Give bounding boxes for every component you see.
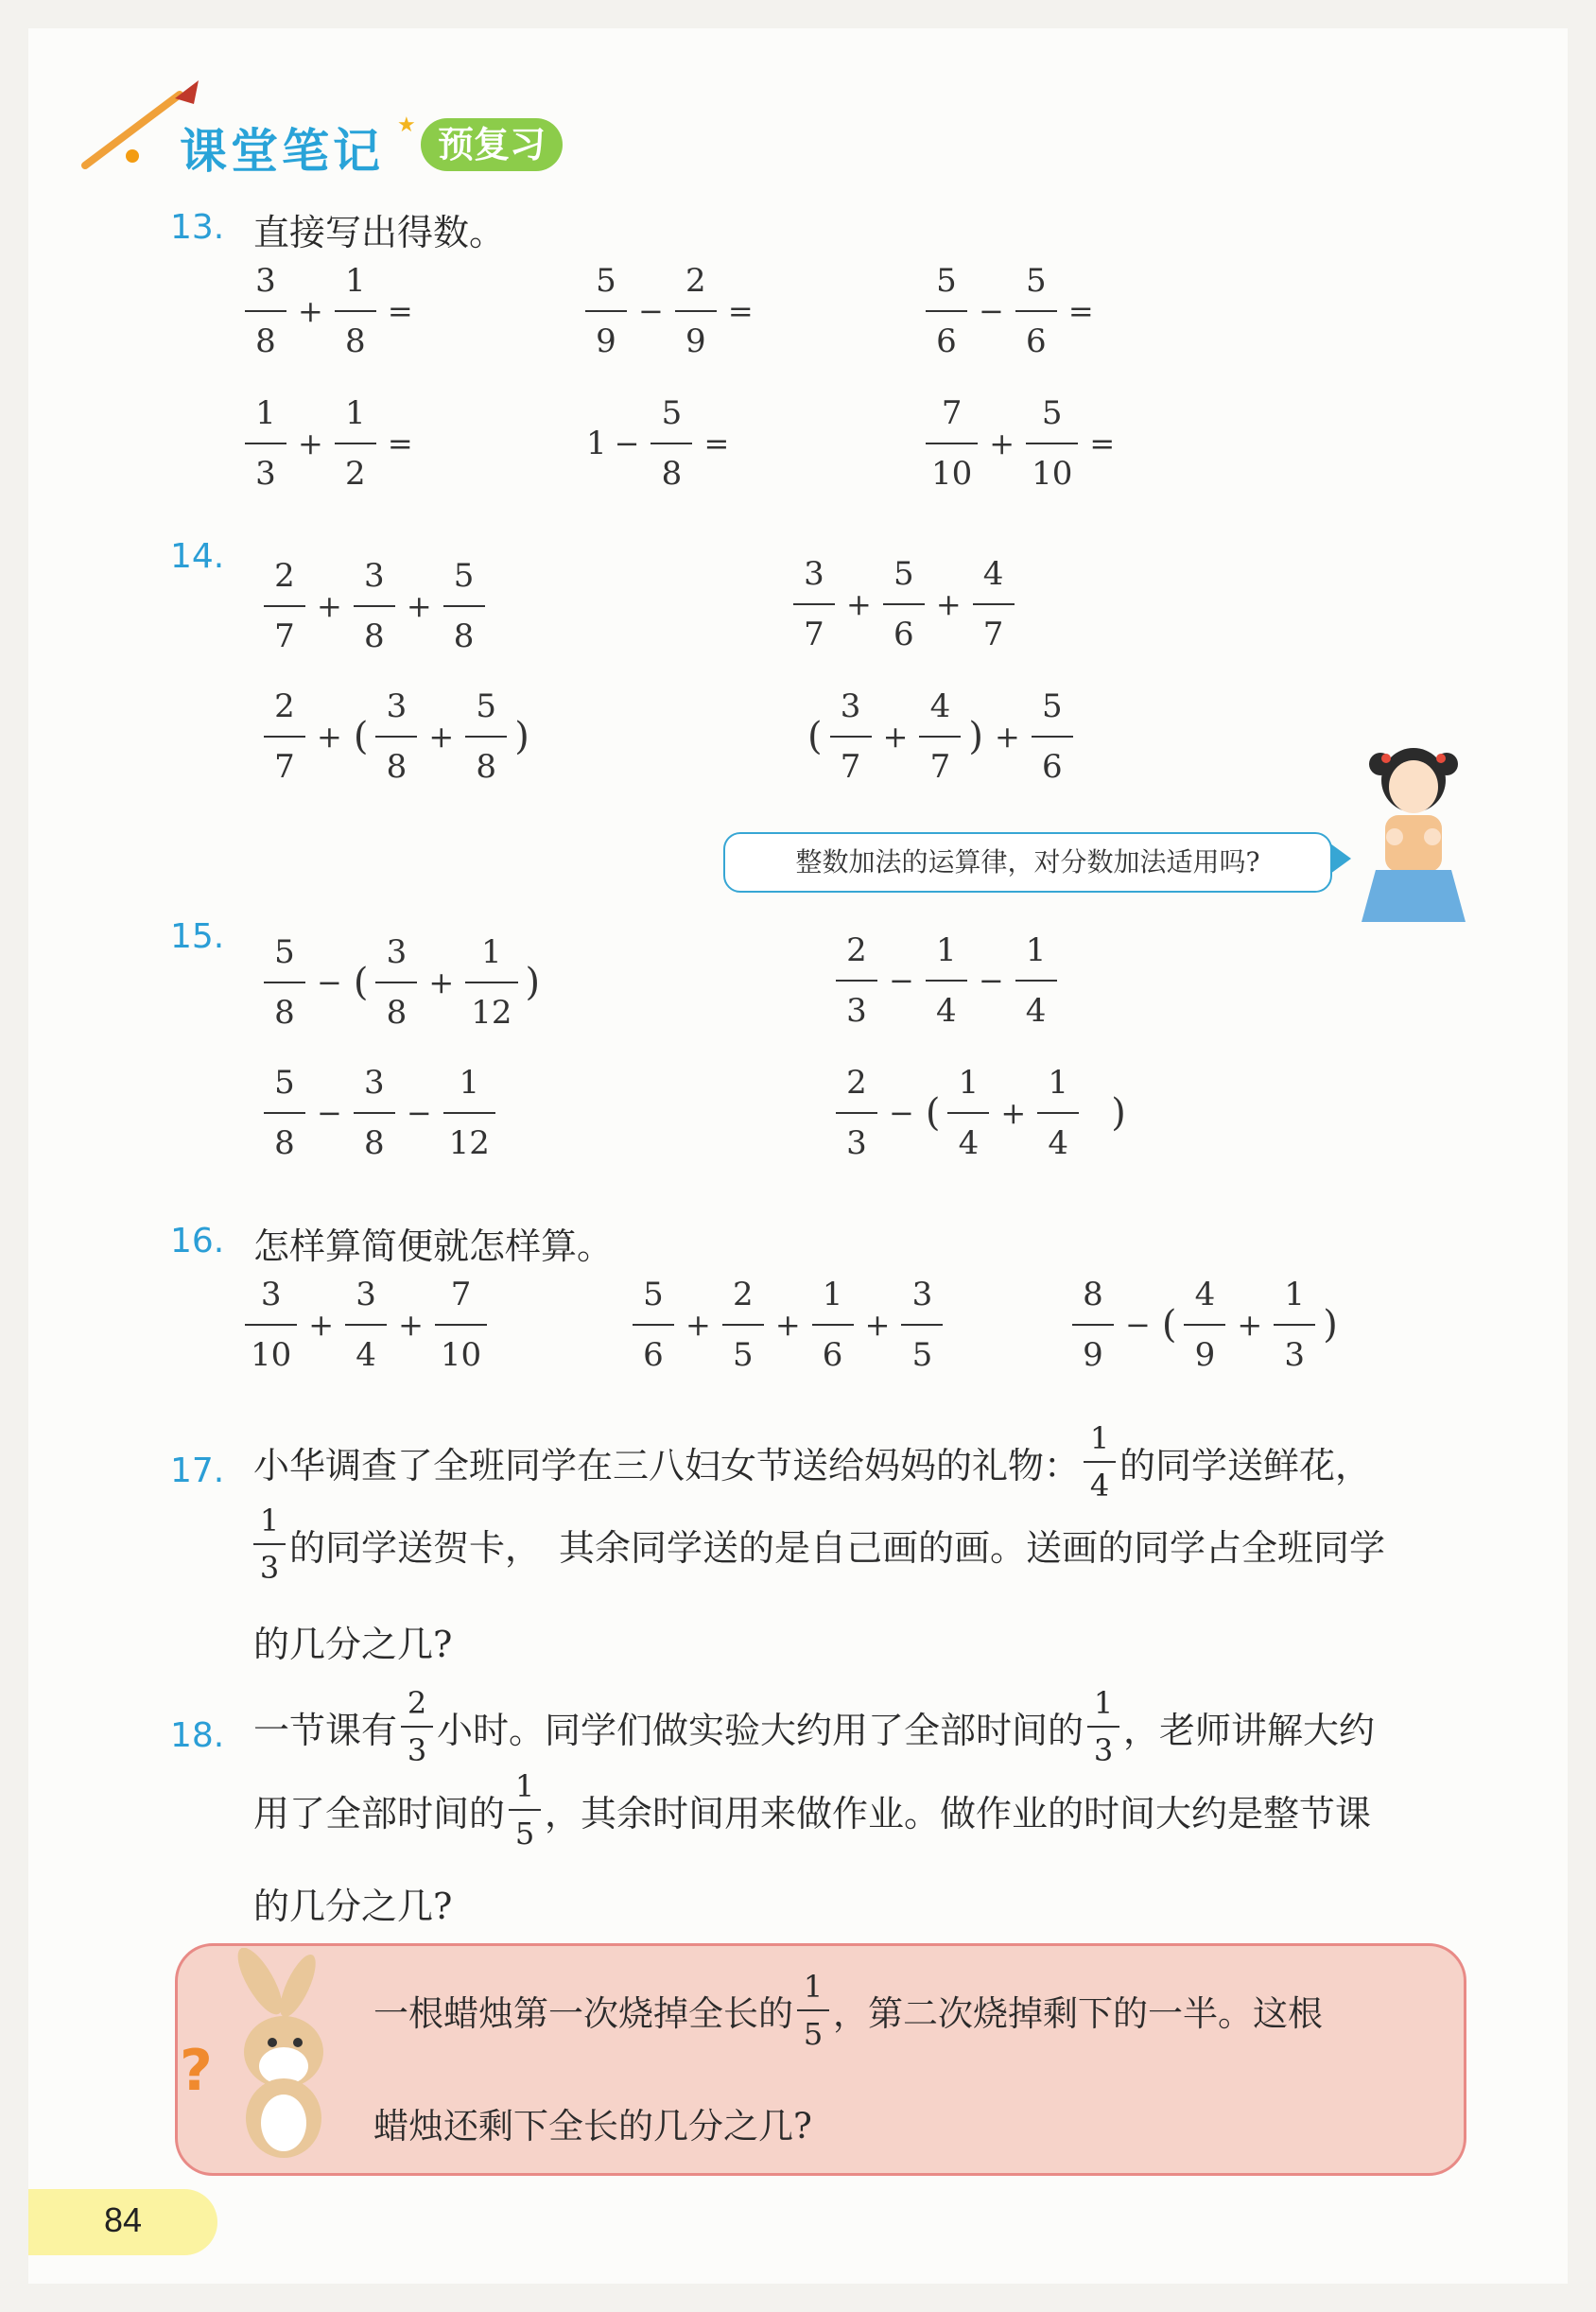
expression: $\frac{2}{3}$ − $\frac{1}{4}$ − $\frac{1}{4}$	[832, 934, 1061, 1027]
expression: $\frac{5}{8}$ − ( $\frac{3}{8}$ + $\frac{1}{12}$ )	[260, 936, 544, 1029]
star-icon: ★	[397, 113, 416, 137]
question-number-14: 14.	[170, 537, 225, 576]
expression: $\frac{8}{9}$ − ( $\frac{4}{9}$ + $\frac{1}{3}$ )	[1068, 1278, 1342, 1371]
girl-illustration	[1352, 738, 1475, 927]
question-number-15: 15.	[170, 917, 225, 956]
expression: $\frac{5}{6}$ + $\frac{2}{5}$ + $\frac{1}{6}$ + $\frac{3}{5}$	[629, 1278, 946, 1371]
speech-bubble: 整数加法的运算律，对分数加法适用吗?	[723, 832, 1332, 893]
expression: $\frac{2}{7}$ + $\frac{3}{8}$ + $\frac{5}{8}$	[260, 560, 489, 652]
question-number-13: 13.	[170, 208, 225, 247]
section-title: 课堂笔记	[180, 124, 384, 179]
expression: $\frac{5}{6}$ − $\frac{5}{6}$ =	[922, 265, 1102, 357]
question-13-text: 直接写出得数。	[253, 212, 506, 253]
question-17-line-1: 小华调查了全班同学在三八妇女节送给妈妈的礼物： 1 4 的同学送鲜花，	[253, 1420, 1372, 1504]
question-number-16: 16.	[170, 1222, 225, 1260]
challenge-line-2: 蜡烛还剩下全长的几分之几?	[373, 2106, 812, 2147]
challenge-line-1: 一根蜡烛第一次烧掉全长的 1 5 ，第二次烧掉剩下的一半。这根	[373, 1969, 1323, 2052]
expression: $\frac{2}{3}$ − ( $\frac{1}{4}$ + $\frac{1}{4}$ )	[832, 1067, 1130, 1159]
question-mark-icon: ?	[180, 2038, 213, 2104]
rabbit-illustration	[208, 1948, 350, 2165]
expression: $\frac{5}{8}$ − $\frac{3}{8}$ − $\frac{1}{12}$	[260, 1067, 499, 1159]
question-18-line-3: 的几分之几?	[253, 1886, 453, 1927]
question-17-line-2: 1 3 的同学送贺卡， 其余同学送的是自己画的画。送画的同学占全班同学	[253, 1505, 1385, 1583]
expression: $\frac{3}{8}$ + $\frac{1}{8}$ =	[241, 265, 421, 357]
expression: $\frac{3}{10}$ + $\frac{3}{4}$ + $\frac{7}{10}$	[241, 1278, 491, 1371]
question-number-18: 18.	[170, 1716, 225, 1755]
expression: ( $\frac{3}{7}$ + $\frac{4}{7}$ ) + $\frac{5}{6}$	[804, 690, 1077, 783]
question-18-line-2: 用了全部时间的 1 5 ，其余时间用来做作业。做作业的时间大约是整节课	[253, 1768, 1372, 1851]
expression: $\frac{3}{7}$ + $\frac{5}{6}$ + $\frac{4}{7}$	[789, 558, 1018, 651]
expression: $\frac{2}{7}$ + ( $\frac{3}{8}$ + $\frac{5}{8}$ )	[260, 690, 533, 783]
expression: $\frac{5}{9}$ − $\frac{2}{9}$ =	[581, 265, 761, 357]
page-number: 84	[104, 2200, 143, 2239]
expression: $\frac{1}{3}$ + $\frac{1}{2}$ =	[241, 397, 421, 490]
question-number-17: 17.	[170, 1452, 225, 1490]
expression: $\frac{7}{10}$ + $\frac{5}{10}$ =	[922, 397, 1122, 490]
section-badge: 预复习	[421, 118, 563, 171]
question-17-line-3: 的几分之几?	[253, 1624, 453, 1665]
question-18-line-1: 一节课有 2 3 小时。同学们做实验大约用了全部时间的 1 3 ，老师讲解大约	[253, 1685, 1376, 1768]
expression: 1 − $\frac{5}{8}$ =	[586, 394, 730, 493]
question-16-text: 怎样算简便就怎样算。	[253, 1226, 614, 1267]
